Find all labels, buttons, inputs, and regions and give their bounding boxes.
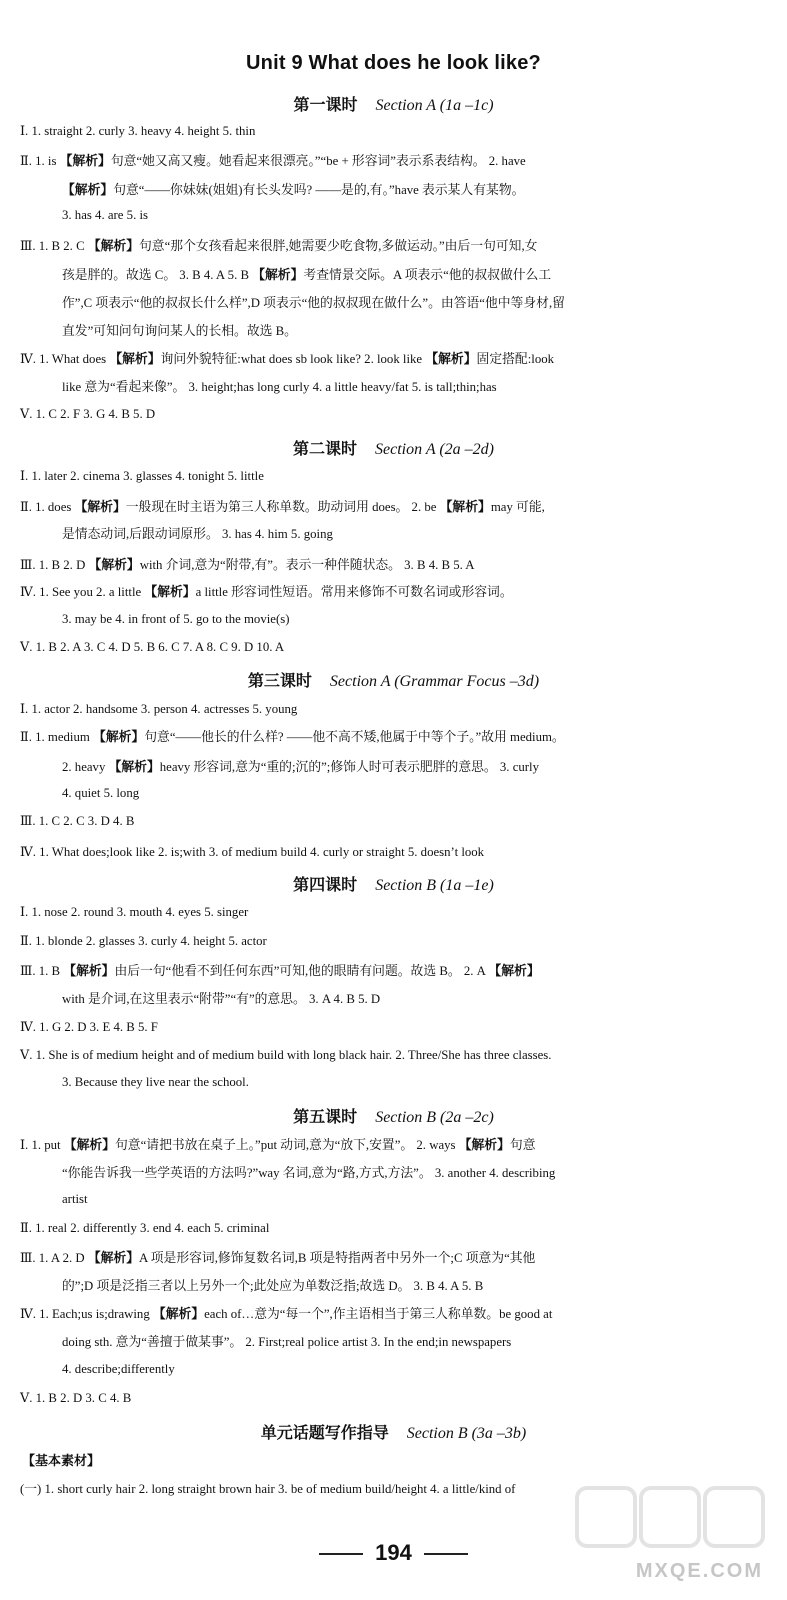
section-cn: 第一课时 [293, 95, 358, 114]
watermark-text: MXQE.COM [635, 1560, 763, 1582]
answer-line: 3. has 4. are 5. is [62, 208, 149, 222]
section-cn: 第四课时 [293, 875, 358, 894]
section-cn: 第二课时 [293, 439, 358, 458]
section-cn: 第三课时 [247, 671, 312, 690]
section-heading-2 [0, 436, 787, 459]
answer-line: “你能告诉我一些学英语的方法吗?”way 名词,意为“路,方式,方法”。 3. another 4. describing [62, 1166, 556, 1180]
answer-line: 4. describe;differently [62, 1362, 175, 1376]
answer-line: Ⅴ. 1. C 2. F 3. G 4. B 5. D [20, 407, 156, 421]
answer-line: Ⅰ. 1. straight 2. curly 3. heavy 4. height 5. thin [20, 124, 256, 138]
section-heading-1 [0, 92, 787, 115]
analysis-marker: 【解析】 [488, 964, 540, 978]
answer-line: artist [62, 1192, 88, 1206]
analysis-marker: 【解析】 [152, 1307, 205, 1321]
analysis-marker: 【解析】 [87, 1251, 139, 1265]
analysis-marker: 【解析】 [63, 1138, 115, 1152]
answer-line: Ⅲ. 1. A 2. D 【解析】A 项是形容词,修饰复数名词,B 项是特指两者中另外一个;C 项意为“其他 [20, 1251, 536, 1265]
answer-line: 孩是胖的。故选 C。 3. B 4. A 5. B 【解析】考查情景交际。A 项表示“他的叔叔做什么工 [62, 268, 552, 282]
section-en: Section B (2a –2c) [375, 1109, 494, 1126]
answer-line: with 是介词,在这里表示“附带”“有”的意思。 3. A 4. B 5. D [62, 992, 381, 1006]
answer-line: 【解析】句意“——你妹妹(姐姐)有长头发吗? ——是的,有。”have 表示某人有某物。 [62, 183, 525, 197]
analysis-marker: 【解析】 [458, 1138, 510, 1152]
analysis-marker: 【解析】 [87, 239, 139, 253]
analysis-marker: 【解析】 [74, 500, 126, 514]
answer-line: doing sth. 意为“善擅于做某事”。 2. First;real police artist 3. In the end;in newspapers [62, 1335, 512, 1349]
answer-line: Ⅱ. 1. does 【解析】一般现在时主语为第三人称单数。助动词用 does。 2. be 【解析】may 可能, [20, 500, 545, 514]
answer-line: (一) 1. short curly hair 2. long straight brown hair 3. be of medium build/height 4. a little/kind of [20, 1482, 516, 1496]
material-label: 【基本素材】 [22, 1454, 101, 1469]
dash-right [424, 1553, 468, 1555]
answer-line: Ⅳ. 1. G 2. D 3. E 4. B 5. F [20, 1020, 158, 1034]
answer-line: Ⅰ. 1. nose 2. round 3. mouth 4. eyes 5. singer [20, 905, 249, 919]
answer-line: 3. Because they live near the school. [62, 1075, 249, 1089]
section-en: Section B (1a –1e) [375, 877, 494, 894]
analysis-marker: 【解析】 [109, 352, 161, 366]
answer-line: Ⅰ. 1. actor 2. handsome 3. person 4. actresses 5. young [20, 702, 298, 716]
answer-line: Ⅴ. 1. B 2. A 3. C 4. D 5. B 6. C 7. A 8. C 9. D 10. A [20, 640, 285, 654]
answer-line: 2. heavy 【解析】heavy 形容词,意为“重的;沉的”;修饰人时可表示肥胖的意思。 3. curly [62, 760, 539, 774]
page-number-text: 194 [375, 1540, 412, 1565]
section-cn: 单元话题写作指导 [260, 1423, 389, 1442]
answer-line: Ⅲ. 1. B 【解析】由后一句“他看不到任何东西”可知,他的眼睛有问题。故选 B。 2. A 【解析】 [20, 964, 540, 978]
answer-line: 作”,C 项表示“他的叔叔长什么样”,D 项表示“他的叔叔现在做什么”。由答语“他中等身材,留 [62, 296, 565, 310]
section-heading-4 [0, 872, 787, 895]
answer-line: 的”;D 项是泛指三者以上另外一个;此处应为单数泛指;故选 D。 3. B 4. A 5. B [62, 1279, 484, 1293]
analysis-marker: 【解析】 [93, 730, 145, 744]
answer-line: Ⅳ. 1. See you 2. a little 【解析】a little 形容词性短语。常用来修饰不可数名词或形容词。 [20, 585, 513, 599]
section-heading-5 [0, 1104, 787, 1127]
analysis-marker: 【解析】 [63, 964, 115, 978]
answer-line: Ⅴ. 1. B 2. D 3. C 4. B [20, 1391, 132, 1405]
answer-line: Ⅱ. 1. medium 【解析】句意“——他长的什么样? ——他不高不矮,他属于中等个子。”故用 medium。 [20, 730, 565, 744]
analysis-marker: 【解析】 [144, 585, 196, 599]
analysis-marker: 【解析】 [252, 268, 304, 282]
answer-line: Ⅳ. 1. What does;look like 2. is;with 3. of medium build 4. curly or straight 5. doesn’t look [20, 845, 485, 859]
section-en: Section B (3a –3b) [406, 1425, 527, 1442]
answer-line: Ⅱ. 1. blonde 2. glasses 3. curly 4. height 5. actor [20, 934, 267, 948]
answer-line: Ⅰ. 1. put 【解析】句意“请把书放在桌子上。”put 动词,意为“放下,安置”。 2. ways 【解析】句意 [20, 1138, 536, 1152]
unit-title: Unit 9 What does he look like? [246, 52, 541, 74]
answer-line: like 意为“看起来像”。 3. height;has long curly 4. a little heavy/fat 5. is tall;thin;has [62, 380, 497, 394]
answer-line: 是情态动词,后跟动词原形。 3. has 4. him 5. going [62, 527, 333, 541]
analysis-marker: 【解析】 [62, 183, 114, 197]
section-en: Section A (1a –1c) [375, 97, 494, 114]
dash-left [319, 1553, 363, 1555]
answer-line: Ⅲ. 1. B 2. D 【解析】with 介词,意为“附带,有”。表示一种伴随状态。 3. B 4. B 5. A [20, 558, 475, 572]
section-en: Section A (2a –2d) [375, 441, 494, 458]
section-en: Section A (Grammar Focus –3d) [329, 673, 540, 690]
answer-line: 3. may be 4. in front of 5. go to the movie(s) [62, 612, 290, 626]
answer-line: Ⅲ. 1. C 2. C 3. D 4. B [20, 814, 135, 828]
analysis-marker: 【解析】 [108, 760, 160, 774]
answer-line: Ⅳ. 1. Each;us is;drawing 【解析】each of…意为“每一个”,作主语相当于第三人称单数。be good at [20, 1307, 553, 1321]
analysis-marker: 【解析】 [59, 154, 111, 168]
analysis-marker: 【解析】 [88, 558, 140, 572]
section-cn: 第五课时 [293, 1107, 358, 1126]
answer-line: Ⅴ. 1. She is of medium height and of medium build with long black hair. 2. Three/She has three classes. [20, 1048, 552, 1062]
answer-line: Ⅱ. 1. is 【解析】句意“她又高又瘦。她看起来很漂亮。”“be + 形容词”表示系表结构。 2. have [20, 154, 526, 168]
section-heading-6 [0, 1420, 787, 1443]
answer-line: Ⅱ. 1. real 2. differently 3. end 4. each 5. criminal [20, 1221, 270, 1235]
analysis-marker: 【解析】 [439, 500, 491, 514]
analysis-marker: 【解析】 [425, 352, 477, 366]
section-heading-3 [0, 668, 787, 691]
answer-line: 4. quiet 5. long [62, 786, 140, 800]
answer-line: Ⅲ. 1. B 2. C 【解析】句意“那个女孩看起来很胖,她需要少吃食物,多做运动。”由后一句可知,女 [20, 239, 538, 253]
answer-line: 直发”可知问句询问某人的长相。故选 B。 [62, 324, 297, 338]
answer-line: Ⅰ. 1. later 2. cinema 3. glasses 4. tonight 5. little [20, 469, 264, 483]
answer-line: Ⅳ. 1. What does 【解析】询问外貌特征:what does sb look like? 2. look like 【解析】固定搭配:look [20, 352, 555, 366]
